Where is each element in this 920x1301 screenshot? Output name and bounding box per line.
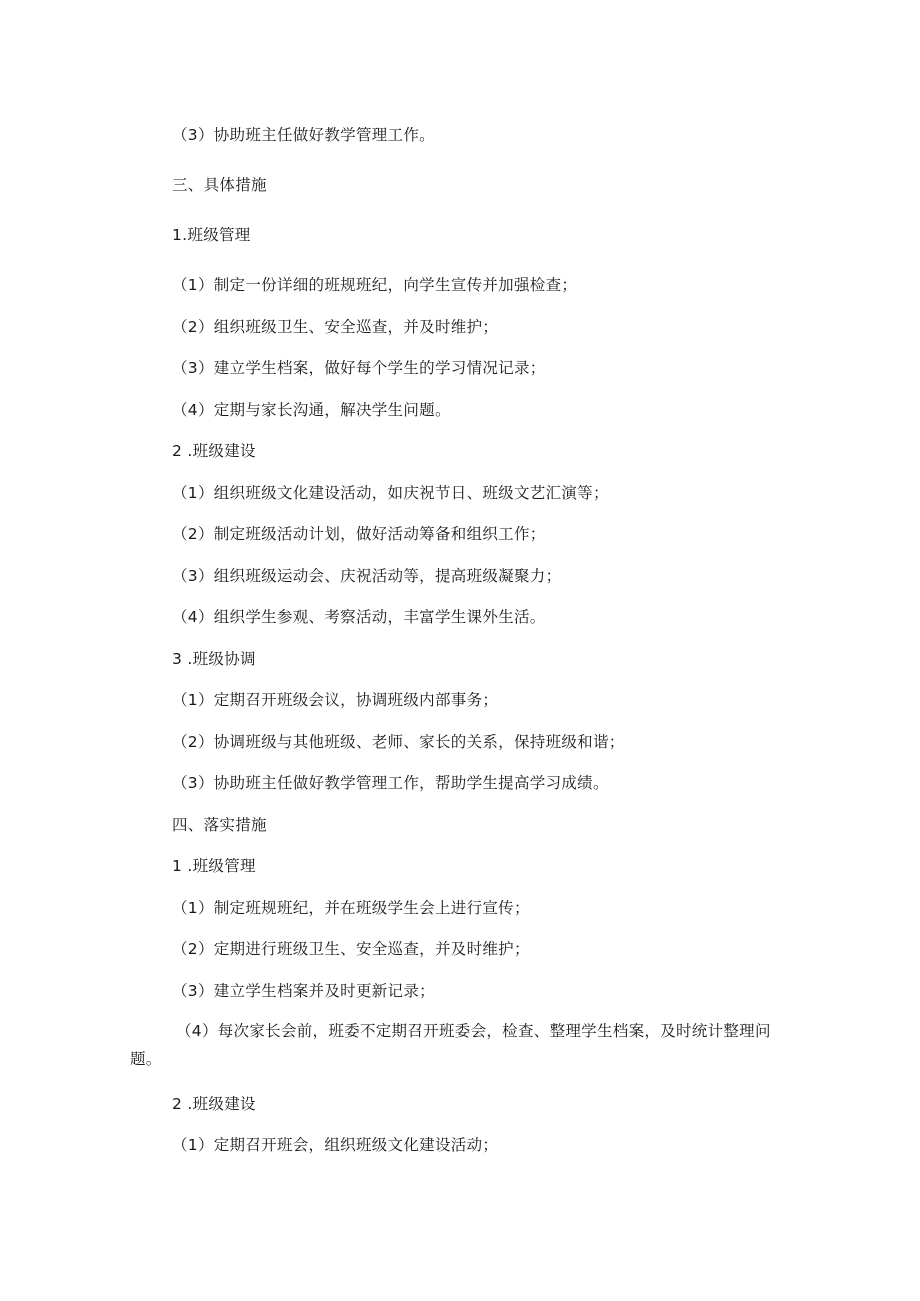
paragraph-line: （3）协助班主任做好教学管理工作。 bbox=[172, 126, 435, 144]
list-item: （4）组织学生参观、考察活动，丰富学生课外生活。 bbox=[172, 608, 546, 626]
list-item: （1）定期召开班级会议，协调班级内部事务； bbox=[172, 691, 499, 709]
subsection-heading: 2 .班级建设 bbox=[172, 442, 256, 460]
list-item: （2）组织班级卫生、安全巡查，并及时维护； bbox=[172, 318, 499, 336]
list-item: （3）建立学生档案，做好每个学生的学习情况记录； bbox=[172, 359, 546, 377]
list-item: （2）协调班级与其他班级、老师、家长的关系，保持班级和谐； bbox=[172, 733, 625, 751]
list-item-wrapped: （4）每次家长会前，班委不定期召开班委会，检查、整理学生档案，及时统计整理问题。 bbox=[130, 1022, 771, 1068]
subsection-heading: 1.班级管理 bbox=[172, 226, 251, 244]
list-item: （4）定期与家长沟通，解决学生问题。 bbox=[172, 401, 451, 419]
subsection-heading: 2 .班级建设 bbox=[172, 1095, 256, 1113]
subsection-heading: 1 .班级管理 bbox=[172, 857, 256, 875]
list-item: （2）定期进行班级卫生、安全巡查，并及时维护； bbox=[172, 940, 530, 958]
list-item: （3）协助班主任做好教学管理工作，帮助学生提高学习成绩。 bbox=[172, 774, 609, 792]
list-item: （3）建立学生档案并及时更新记录； bbox=[172, 982, 435, 1000]
section-heading: 三、具体措施 bbox=[172, 176, 267, 194]
list-item: （1）制定一份详细的班规班纪，向学生宣传并加强检查； bbox=[172, 276, 578, 294]
list-item: （1）制定班规班纪，并在班级学生会上进行宣传； bbox=[172, 899, 530, 917]
subsection-heading: 3 .班级协调 bbox=[172, 650, 256, 668]
list-item: （3）组织班级运动会、庆祝活动等，提高班级凝聚力； bbox=[172, 567, 562, 585]
list-item: （1）定期召开班会，组织班级文化建设活动； bbox=[172, 1136, 499, 1154]
section-heading: 四、落实措施 bbox=[172, 816, 267, 834]
list-item: （2）制定班级活动计划，做好活动筹备和组织工作； bbox=[172, 525, 546, 543]
list-item: （1）组织班级文化建设活动，如庆祝节日、班级文艺汇演等； bbox=[172, 484, 609, 502]
